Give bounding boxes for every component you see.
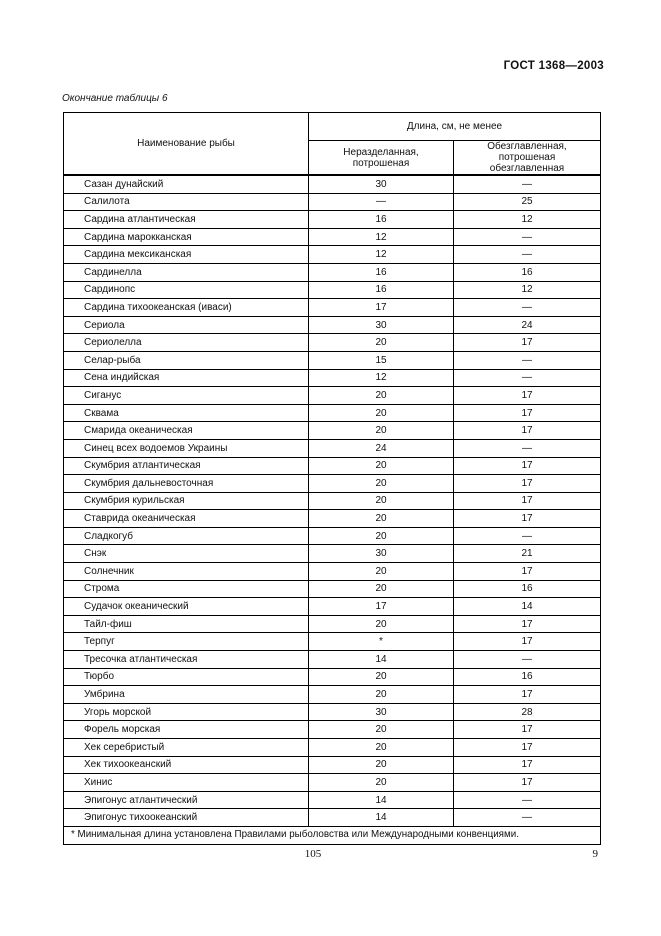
table-row — [64, 316, 601, 334]
headless-length-cell: — — [454, 651, 601, 669]
fish-name-cell: Терпуг — [64, 633, 309, 651]
fish-length-table — [63, 112, 601, 845]
headless-length-cell: — — [454, 175, 601, 193]
undressed-length-cell: 17 — [309, 299, 454, 317]
headless-length-cell: 17 — [454, 334, 601, 352]
undressed-length-cell: 30 — [309, 316, 454, 334]
fish-name-cell: Скумбрия дальневосточная — [64, 475, 309, 493]
undressed-length-cell: 20 — [309, 387, 454, 405]
fish-name-cell: Скумбрия атлантическая — [64, 457, 309, 475]
undressed-length-cell: 16 — [309, 211, 454, 229]
table-row — [64, 228, 601, 246]
undressed-length-cell: 20 — [309, 510, 454, 528]
headless-length-cell: 17 — [454, 475, 601, 493]
fish-name-cell: Сена индийская — [64, 369, 309, 387]
headless-length-cell: — — [454, 439, 601, 457]
page-number-center: 105 — [304, 848, 322, 860]
table-row — [64, 387, 601, 405]
fish-name-cell: Хек серебристый — [64, 739, 309, 757]
headless-length-cell: 16 — [454, 263, 601, 281]
headless-length-cell: 24 — [454, 316, 601, 334]
fish-name-cell: Эпигонус атлантический — [64, 791, 309, 809]
undressed-length-cell: 20 — [309, 739, 454, 757]
undressed-length-cell: 12 — [309, 369, 454, 387]
table-row — [64, 510, 601, 528]
fish-name-cell: Селар-рыба — [64, 351, 309, 369]
table-row — [64, 721, 601, 739]
table-row — [64, 422, 601, 440]
headless-length-cell: 12 — [454, 211, 601, 229]
table-row — [64, 809, 601, 827]
headless-length-cell: 17 — [454, 756, 601, 774]
fish-name-cell: Сардина марокканская — [64, 228, 309, 246]
table-row — [64, 457, 601, 475]
table-row — [64, 281, 601, 299]
undressed-length-cell: 20 — [309, 334, 454, 352]
undressed-length-cell: 20 — [309, 563, 454, 581]
table-row — [64, 686, 601, 704]
fish-name-cell: Тайл-фиш — [64, 615, 309, 633]
table-row — [64, 211, 601, 229]
table-row — [64, 475, 601, 493]
fish-name-cell: Сиганус — [64, 387, 309, 405]
headless-length-cell: — — [454, 527, 601, 545]
undressed-length-cell: 20 — [309, 756, 454, 774]
undressed-length-cell: 30 — [309, 545, 454, 563]
fish-name-cell: Тресочка атлантическая — [64, 651, 309, 669]
undressed-length-cell: 12 — [309, 246, 454, 264]
undressed-length-cell: 20 — [309, 457, 454, 475]
table-row — [64, 774, 601, 792]
undressed-length-cell: 20 — [309, 774, 454, 792]
headless-length-cell: 17 — [454, 615, 601, 633]
standard-number-heading: ГОСТ 1368—2003 — [503, 60, 604, 72]
undressed-length-cell: 20 — [309, 686, 454, 704]
undressed-length-cell: 14 — [309, 651, 454, 669]
column-group-header-length: Длина, см, не менее — [309, 113, 601, 141]
headless-length-cell: 17 — [454, 686, 601, 704]
fish-name-cell: Солнечник — [64, 563, 309, 581]
table-row — [64, 527, 601, 545]
fish-name-cell: Форель морская — [64, 721, 309, 739]
fish-name-cell: Хек тихоокеанский — [64, 756, 309, 774]
undressed-length-cell: 20 — [309, 721, 454, 739]
table-row — [64, 351, 601, 369]
table-row — [64, 404, 601, 422]
table-row — [64, 545, 601, 563]
table-row — [64, 633, 601, 651]
headless-length-cell: — — [454, 299, 601, 317]
fish-name-cell: Сериола — [64, 316, 309, 334]
undressed-length-cell: 14 — [309, 809, 454, 827]
undressed-length-cell: 30 — [309, 175, 454, 193]
headless-length-cell: — — [454, 246, 601, 264]
undressed-length-cell: 20 — [309, 422, 454, 440]
undressed-length-cell: 20 — [309, 580, 454, 598]
undressed-length-cell: 20 — [309, 475, 454, 493]
fish-name-cell: Эпигонус тихоокеанский — [64, 809, 309, 827]
headless-length-cell: — — [454, 791, 601, 809]
undressed-length-cell: 12 — [309, 228, 454, 246]
undressed-length-cell: 16 — [309, 281, 454, 299]
undressed-length-cell: 20 — [309, 404, 454, 422]
fish-name-cell: Сардина тихоокеанская (иваси) — [64, 299, 309, 317]
table-row — [64, 651, 601, 669]
headless-length-cell: 17 — [454, 422, 601, 440]
headless-length-cell: 17 — [454, 510, 601, 528]
headless-length-cell: 16 — [454, 668, 601, 686]
table-row — [64, 598, 601, 616]
table-row — [64, 334, 601, 352]
table-row — [64, 580, 601, 598]
headless-length-cell: 17 — [454, 739, 601, 757]
table-row — [64, 193, 601, 211]
fish-name-cell: Хинис — [64, 774, 309, 792]
table-row — [64, 756, 601, 774]
undressed-length-cell: 17 — [309, 598, 454, 616]
fish-name-cell: Сардина атлантическая — [64, 211, 309, 229]
table-row — [64, 175, 601, 193]
fish-name-cell: Скумбрия курильская — [64, 492, 309, 510]
undressed-length-cell: 20 — [309, 492, 454, 510]
table-row — [64, 668, 601, 686]
headless-length-cell: 17 — [454, 721, 601, 739]
table-row — [64, 439, 601, 457]
table-row — [64, 791, 601, 809]
headless-length-cell: 16 — [454, 580, 601, 598]
headless-length-cell: 28 — [454, 703, 601, 721]
fish-table-body — [64, 175, 601, 826]
undressed-length-cell: 20 — [309, 527, 454, 545]
table-row — [64, 615, 601, 633]
table-continuation-caption: Окончание таблицы 6 — [62, 93, 168, 104]
table-row — [64, 299, 601, 317]
headless-length-cell: 17 — [454, 404, 601, 422]
column-header-undressed-gutted: Неразделанная, потрошеная — [309, 141, 454, 176]
fish-name-cell: Строма — [64, 580, 309, 598]
undressed-length-cell: * — [309, 633, 454, 651]
undressed-length-cell: 20 — [309, 668, 454, 686]
fish-name-cell: Судачок океанический — [64, 598, 309, 616]
undressed-length-cell: 30 — [309, 703, 454, 721]
fish-name-cell: Сладкогуб — [64, 527, 309, 545]
undressed-length-cell: — — [309, 193, 454, 211]
fish-name-cell: Угорь морской — [64, 703, 309, 721]
table-footnote: * Минимальная длина установлена Правилами рыболовства или Международными конвенциями. — [64, 826, 601, 844]
undressed-length-cell: 16 — [309, 263, 454, 281]
table-footer — [64, 826, 601, 844]
headless-length-cell: — — [454, 228, 601, 246]
fish-name-cell: Сардинопс — [64, 281, 309, 299]
table-row — [64, 246, 601, 264]
headless-length-cell: 17 — [454, 457, 601, 475]
fish-name-cell: Тюрбо — [64, 668, 309, 686]
fish-name-cell: Сардинелла — [64, 263, 309, 281]
headless-length-cell: 17 — [454, 492, 601, 510]
undressed-length-cell: 15 — [309, 351, 454, 369]
headless-length-cell: 17 — [454, 633, 601, 651]
fish-name-cell: Синец всех водоемов Украины — [64, 439, 309, 457]
fish-name-cell: Ставрида океаническая — [64, 510, 309, 528]
column-header-headless-gutted: Обезглавленная, потрошеная обезглавленная — [454, 141, 601, 176]
table-row — [64, 563, 601, 581]
undressed-length-cell: 14 — [309, 791, 454, 809]
table-row — [64, 703, 601, 721]
headless-length-cell: 17 — [454, 774, 601, 792]
table-header — [64, 113, 601, 176]
undressed-length-cell: 24 — [309, 439, 454, 457]
undressed-length-cell: 20 — [309, 615, 454, 633]
table-row — [64, 492, 601, 510]
fish-name-cell: Сериолелла — [64, 334, 309, 352]
column-header-fish-name: Наименование рыбы — [64, 113, 309, 176]
headless-length-cell: 17 — [454, 563, 601, 581]
table-row — [64, 263, 601, 281]
headless-length-cell: — — [454, 809, 601, 827]
headless-length-cell: 14 — [454, 598, 601, 616]
fish-name-cell: Сардина мексиканская — [64, 246, 309, 264]
table-row — [64, 369, 601, 387]
headless-length-cell: — — [454, 351, 601, 369]
fish-name-cell: Салилота — [64, 193, 309, 211]
table-row — [64, 739, 601, 757]
headless-length-cell: 21 — [454, 545, 601, 563]
fish-name-cell: Сазан дунайский — [64, 175, 309, 193]
headless-length-cell: 25 — [454, 193, 601, 211]
headless-length-cell: 17 — [454, 387, 601, 405]
fish-name-cell: Сквама — [64, 404, 309, 422]
headless-length-cell: 12 — [454, 281, 601, 299]
page-number-right: 9 — [592, 848, 598, 860]
headless-length-cell: — — [454, 369, 601, 387]
fish-name-cell: Умбрина — [64, 686, 309, 704]
fish-name-cell: Смарида океаническая — [64, 422, 309, 440]
fish-name-cell: Снэк — [64, 545, 309, 563]
